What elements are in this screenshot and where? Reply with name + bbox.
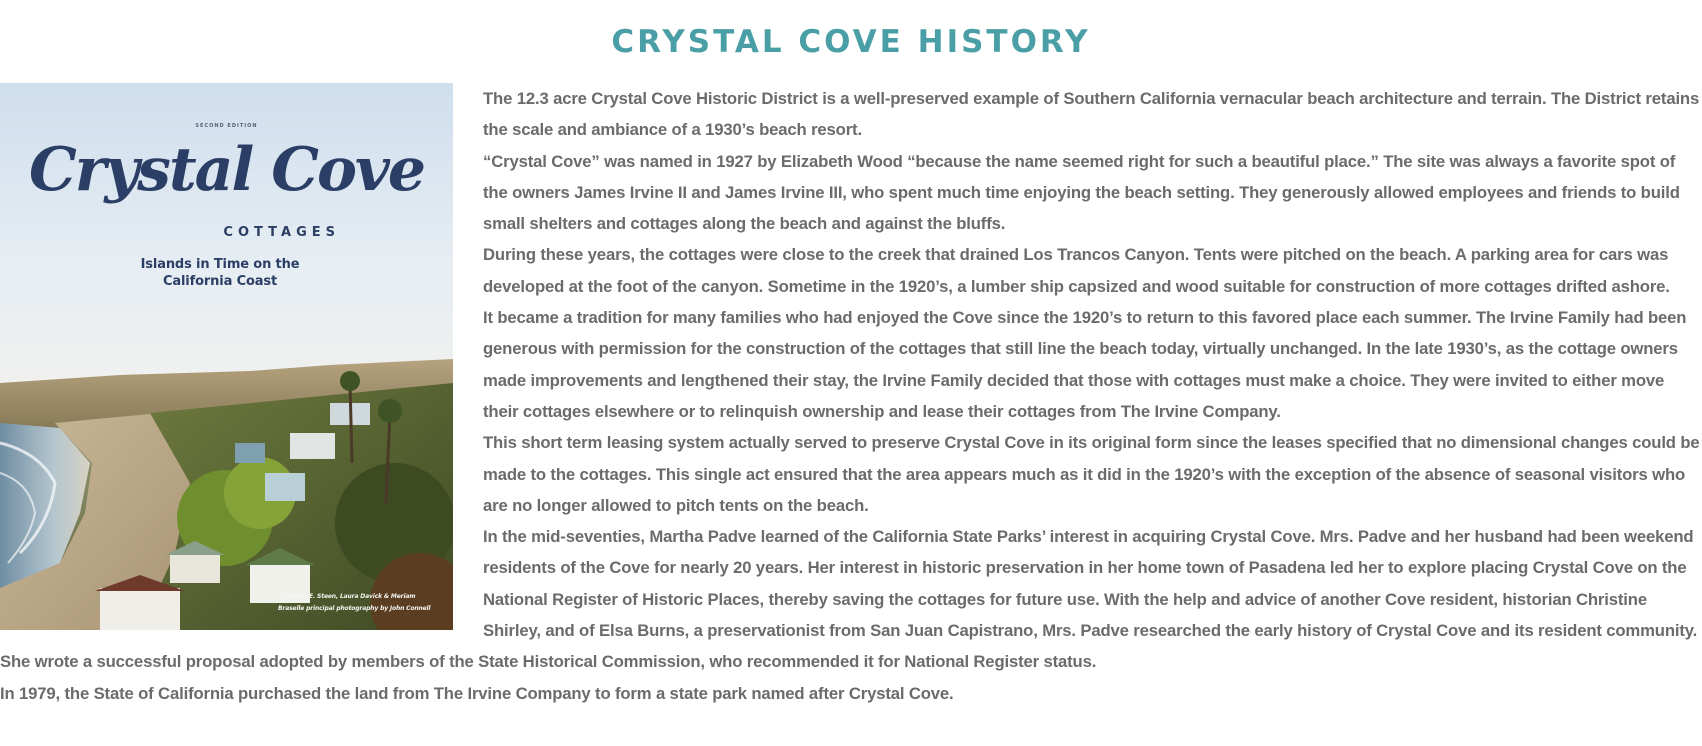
- cover-title-script: Crystal Cove: [28, 135, 425, 205]
- paragraph-leasing: This short term leasing system actually served to preserve Crystal Cove in its original form since the leases specified that no dimensional changes could be made to the cottages. This single act ensured that the area appears much as it did in the 1920’s with the exception of the absence of seasonal visitors who are no longer allowed to pitch tents on the beach.: [483, 433, 1700, 515]
- paragraph-early-years: During these years, the cottages were close to the creek that drained Los Trancos Canyon. Tents were pitched on the beach. A parking area for cars was developed at the foot of the canyon. Sometime in the 1920’s, a lumber ship capsized and wood suitable for construction of more cottages drifted ashore.: [483, 245, 1670, 296]
- paragraph-naming: “Crystal Cove” was named in 1927 by Elizabeth Wood “because the name seemed right for such a beautiful place.” The site was always a favorite spot of the owners James Irvine II and James Irvine III, who spent much time enjoying the beach setting. They generously allowed employees and friends to build small shelters and cottages along the beach and against the bluffs.: [483, 151, 1680, 234]
- paragraph-district: The 12.3 acre Crystal Cove Historic District is a well-preserved example of Southern California vernacular beach architecture and terrain. The District retains the scale and ambiance of a 1930’s beach resort.: [483, 89, 1700, 140]
- cover-subtitle-2: California Coast: [162, 274, 278, 289]
- page-title: CRYSTAL COVE HISTORY: [611, 24, 1091, 60]
- article-body: [0, 83, 1700, 709]
- cover-edition: SECOND EDITION: [195, 123, 258, 129]
- cover-subtitle-1: Islands in Time on the: [140, 257, 300, 272]
- paragraph-state-park: In 1979, the State of California purchased the land from The Irvine Company to form a state park named after Crystal Cove.: [0, 683, 954, 703]
- cover-title-caps: COTTAGES: [223, 225, 340, 240]
- cover-credits-1: by Karen E. Steen, Laura Davick & Meriam: [278, 593, 416, 600]
- paragraph-preservation: In the mid-seventies, Martha Padve learned of the California State Parks’ interest in acquiring Crystal Cove. Mrs. Padve and her husband had been weekend residents of the Cove for nearly 20 years. Her interest in historic preservation in her home town of Pasadena led her to explore placing Crystal Cove on the National Register of Historic Places, thereby saving the cottages for future use. With the help and advice of another Cove resident, historian Christine Shirley, and of Elsa Burns, a preservationist from San Juan Capistrano, Mrs. Padve researched the early history of Crystal Cove and its resident community. She wrote a successful proposal adopted by members of the State Historical Commission, who recommended it for National Register status.: [0, 527, 1698, 672]
- paragraph-tradition: It became a tradition for many families who had enjoyed the Cove since the 1920’s to return to this favored place each summer. The Irvine Family had been generous with permission for the construction of the cottages that still line the beach today, virtually unchanged. In the late 1930’s, as the cottage owners made improvements and lengthened their stay, the Irvine Family decided that those with cottages must make a choice. They were invited to either move their cottages elsewhere or to relinquish ownership and lease their cottages from The Irvine Company.: [483, 308, 1687, 421]
- cover-credits-2: Braselle principal photography by John Connell: [278, 605, 431, 612]
- book-cover-image: [0, 83, 453, 630]
